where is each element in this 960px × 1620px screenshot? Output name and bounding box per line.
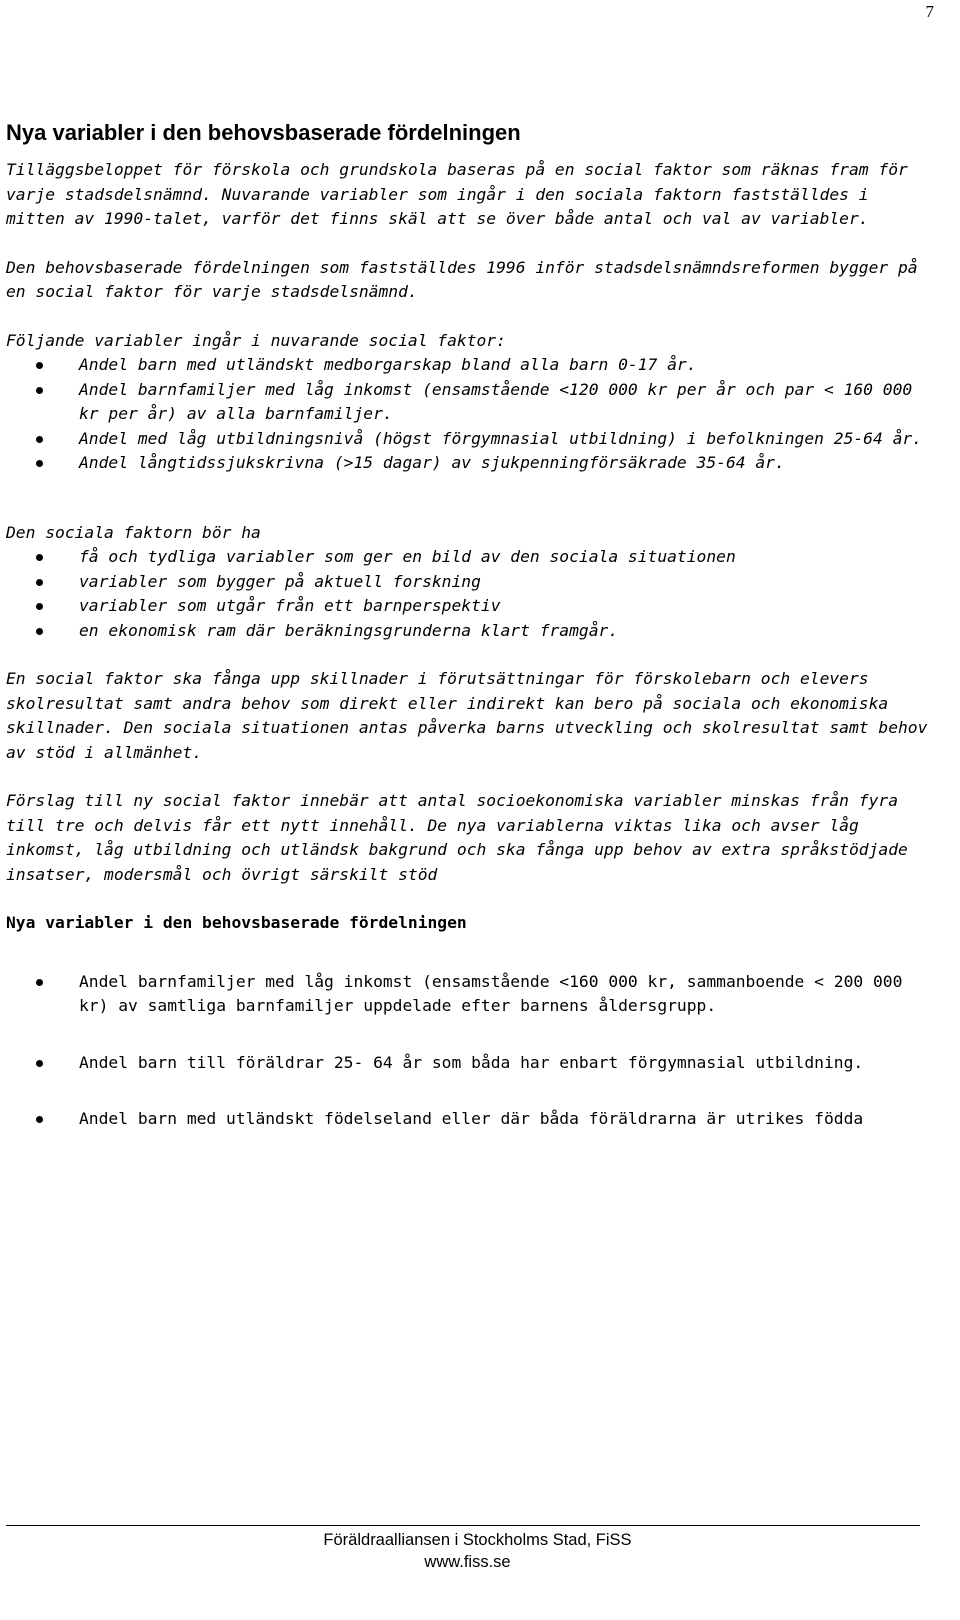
new-variables-list	[6, 970, 936, 1132]
bullet-icon	[36, 460, 43, 467]
bullet-icon	[36, 979, 43, 986]
list-item: Andel barn till föräldrar 25- 64 år som båda har enbart förgymnasial utbildning.	[6, 1051, 936, 1076]
bullet-icon	[36, 628, 43, 635]
list-item: Andel med låg utbildningsnivå (högst förgymnasial utbildning) i befolkningen 25-64 år.	[6, 427, 936, 452]
list-item: Andel barn med utländskt födelseland eller där båda föräldrarna är utrikes födda	[6, 1107, 936, 1132]
list-item: Andel barn med utländskt medborgarskap bland alla barn 0-17 år.	[6, 353, 936, 378]
bullet-icon	[36, 603, 43, 610]
purpose-paragraph: En social faktor ska fånga upp skillnader i förutsättningar för förskolebarn och elevers skolresultat samt andra behov som direkt eller indirekt kan bero på sociala och ekonomiska skillnader. Den sociala situationen antas påverka barns utveckling och skolresultat samt behov av stöd i allmänhet.	[6, 669, 928, 762]
list-item: få och tydliga variabler som ger en bild av den sociala situationen	[6, 545, 936, 570]
list-item: en ekonomisk ram där beräkningsgrunderna klart framgår.	[6, 619, 936, 644]
current-variables-list	[6, 353, 936, 476]
criteria-list	[6, 545, 936, 643]
bullet-icon	[36, 554, 43, 561]
bullet-icon	[36, 387, 43, 394]
bullet-icon	[36, 436, 43, 443]
footer	[0, 1529, 935, 1573]
section-heading: Nya variabler i den behovsbaserade fördelningen	[6, 120, 521, 145]
list-item: variabler som bygger på aktuell forskning	[6, 570, 936, 595]
bullet-icon	[36, 362, 43, 369]
document-body	[6, 118, 936, 1164]
background-paragraph: Den behovsbaserade fördelningen som fastställdes 1996 inför stadsdelsnämndsreformen bygger på en social faktor för varje stadsdelsnämnd.	[6, 257, 918, 301]
footer-organization: Föräldraalliansen i Stockholms Stad, FiSS	[323, 1531, 632, 1549]
current-variables-intro: Följande variabler ingår i nuvarande social faktor:	[6, 330, 506, 350]
page-number: 7	[925, 2, 934, 21]
footer-website: www.fiss.se	[424, 1553, 511, 1571]
list-item: Andel barnfamiljer med låg inkomst (ensamstående <120 000 kr per år och par < 160 000 kr per år) av alla barnfamiljer.	[6, 378, 936, 427]
intro-paragraph: Tilläggsbeloppet för förskola och grundskola baseras på en social faktor som räknas fram för varje stadsdelsnämnd. Nuvarande variabler som ingår i den sociala faktorn fastställdes i mitten av 1990-talet, varför det finns skäl att se över både antal och val av variabler.	[6, 160, 908, 228]
bullet-icon	[36, 579, 43, 586]
criteria-intro: Den sociala faktorn bör ha	[6, 522, 261, 542]
bullet-icon	[36, 1060, 43, 1067]
list-item: variabler som utgår från ett barnperspektiv	[6, 594, 936, 619]
list-item: Andel långtidssjukskrivna (>15 dagar) av sjukpenningförsäkrade 35-64 år.	[6, 451, 936, 476]
bullet-icon	[36, 1116, 43, 1123]
new-variables-heading: Nya variabler i den behovsbaserade fördelningen	[6, 913, 467, 932]
proposal-paragraph: Förslag till ny social faktor innebär att antal socioekonomiska variabler minskas från fyra till tre och delvis får ett nytt innehåll. De nya variablerna viktas lika och avser låg inkomst, låg utbildning och utländsk bakgrund och ska fånga upp behov av extra språkstödjade insatser, modersmål och övrigt särskilt stöd	[6, 791, 908, 884]
list-item: Andel barnfamiljer med låg inkomst (ensamstående <160 000 kr, sammanboende < 200 000 kr) av samtliga barnfamiljer uppdelade efter barnens åldersgrupp.	[6, 970, 936, 1019]
footer-divider	[6, 1525, 920, 1526]
